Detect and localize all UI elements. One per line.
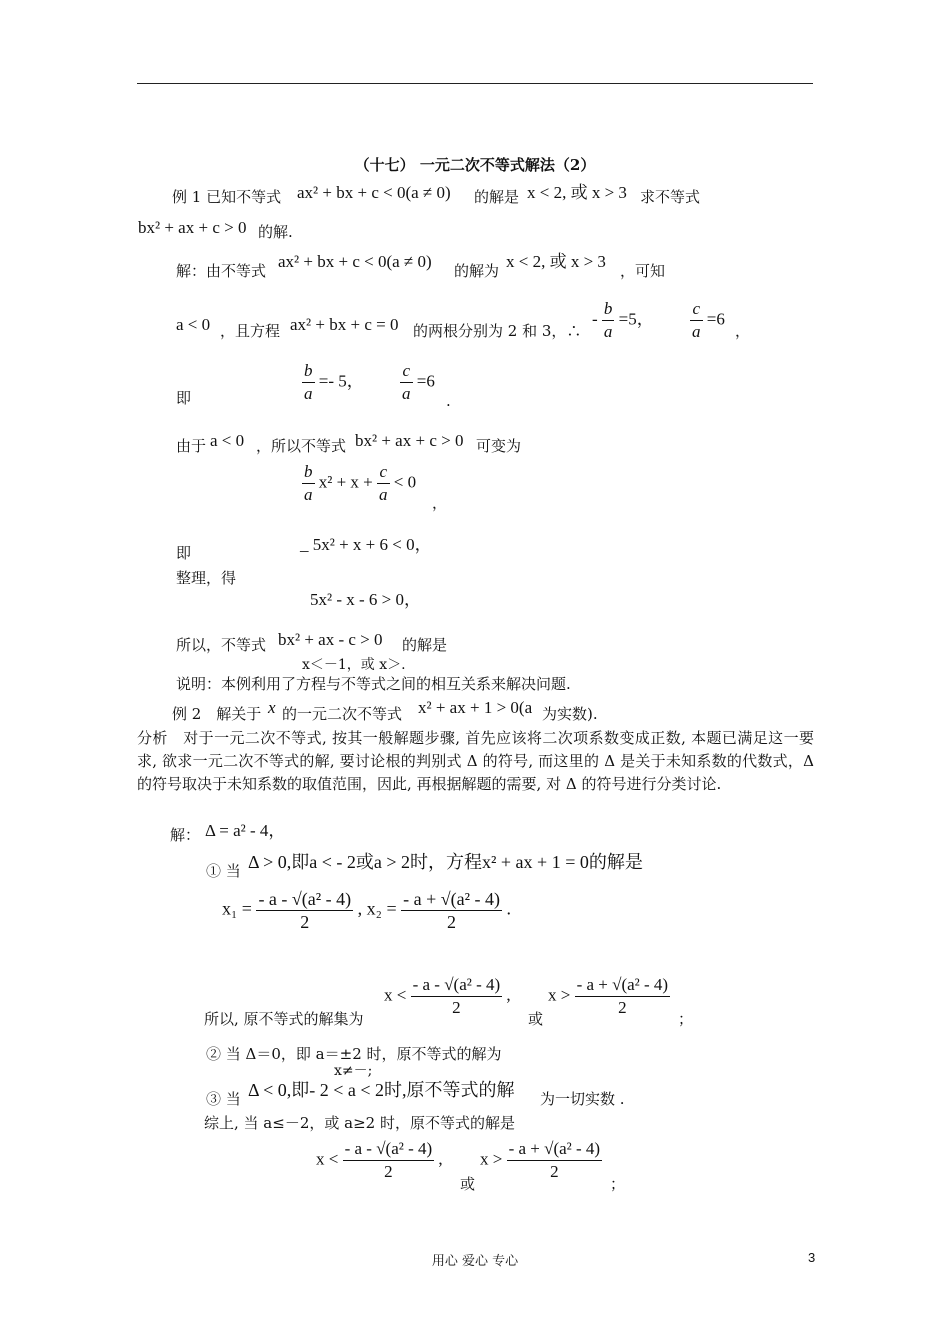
ex1-ask-end: 的解. [258,223,293,241]
case1-condition: Δ > 0,即a < - 2或a > 2时，方程x² + ax + 1 = 0的解是 [248,852,643,872]
huo-label-2: 或 [460,1175,476,1193]
fraction: $\frac{c}{a}$ [692,299,701,341]
frac-b-over-a [302,360,364,405]
page-footer: 用心 爱心 专心 [431,1254,519,1269]
you-yu: 由于 [176,437,207,455]
ex2-variable: x [268,698,276,717]
summary-lower: x < $\frac{\text{- a - √(a² - 4)}}{2}$ , [316,1139,443,1181]
ji-label: 即 [176,389,192,407]
a-negative-2: a < 0 [210,431,245,450]
root2-fraction: $\frac{\text{- a + √(a² - 4)}}{2}$ [403,889,500,932]
zhengli-label: 整理，得 [176,569,237,587]
period: . [446,392,451,410]
header-rule [137,83,813,84]
ex1-solution: x < 2, 或 x > 3 [527,183,627,202]
root1-fraction: $\frac{\text{- a - √(a² - 4)}}{2}$ [258,889,352,932]
sol1-equation: ax² + bx + c = 0 [290,315,399,334]
case2-text: ② 当 Δ＝0，即 a＝±2 时，原不等式的解为 [206,1045,502,1063]
rearranged-inequality: 5x² - x - 6 > 0， [310,590,422,609]
ex1-ask: 求不等式 [640,188,701,206]
suoyi-budengshi: ，所以不等式 [256,437,347,455]
ke-bian-wei: 可变为 [476,437,522,455]
sol1-roots-text: 的两根分别为 2 和 3，∴ [413,322,582,340]
solution-set-upper: x > $\frac{\text{- a + √(a² - 4)}}{2}$ [548,975,669,1017]
discriminant: Δ = a² - 4， [205,821,286,840]
huo-label: 或 [528,1010,544,1028]
sol1-transform-inequality: bx² + ax + c > 0 [355,431,464,450]
roots-formula: x₁ = $\frac{\text{- a - √(a² - 4)}}{2}$ , x₂ = $\frac{\text{- a + √(a² - 4)}}{2}$ . [222,889,511,932]
a-negative: a < 0 [176,315,211,334]
fraction: $\frac{b}{a}$ [304,361,313,403]
ji-label-2: 即 [176,544,192,562]
fraction: $\frac{c}{a}$ [402,361,411,403]
fraction-inequality: $\frac{b}{a}$ x² + x + $\frac{c}{a}$ < 0 [304,462,417,504]
ex2-end: 为实数). [542,705,598,723]
summary-text: 综上, 当 a≤－2，或 a≥2 时，原不等式的解是 [204,1114,515,1132]
fraction: $\frac{b}{a}$ [603,299,613,341]
page-title: （十七） 一元二次不等式解法（2） [354,156,596,174]
sol1-de-jie-wei: 的解为 [454,262,500,280]
sol1-condition: ax² + bx + c < 0(a ≠ 0) [278,252,432,271]
case3-label: ③ 当 [206,1090,241,1108]
sol1-qie-fangcheng: ，且方程 [220,322,281,340]
case1-label: ① 当 [206,862,241,880]
case2-solution: x≠－; [334,1063,373,1079]
semicolon: ； [678,1010,694,1028]
ex1-mid: 的解是 [474,188,520,206]
equals-five: =5， [618,309,654,329]
ex2-label: 例 2 解关于 [172,705,262,723]
summary-upper: x > $\frac{\text{- a + √(a² - 4)}}{2}$ [480,1139,601,1181]
ex2-inequality: x² + ax + 1 > 0(a [418,698,533,717]
case3-result: 为一切实数 . [540,1090,625,1108]
comma-2: ， [432,494,448,512]
comma: ， [735,322,751,340]
ex1-target-inequality: bx² + ax + c > 0 [138,218,247,237]
equals-neg-five: =- 5， [318,371,364,391]
ex2-mid: 的一元二次不等式 [282,705,403,723]
solution-set-label: 所以, 原不等式的解集为 [204,1010,364,1028]
sol1-ke-zhi: ，可知 [620,262,666,280]
suoyi-label: 所以，不等式 [176,636,267,654]
final-solution: x＜－1，或 x＞. [302,657,406,673]
frac-c-over-a-2 [400,360,435,405]
frac-c-over-a [690,298,725,343]
equals-six: =6 [416,371,435,391]
solution-set-lower: x < $\frac{\text{- a - √(a² - 4)}}{2}$ , [384,975,511,1017]
minus-sign: - [592,309,598,329]
case3-condition: Δ < 0,即- 2 < a < 2时,原不等式的解 [248,1080,515,1100]
page-number: 3 [808,1250,816,1265]
step-inequality: _ 5x² + x + 6 < 0， [300,535,432,554]
ex1-condition: ax² + bx + c < 0(a ≠ 0) [297,183,451,202]
equals-six: =6 [706,309,725,329]
sol1-solution: x < 2, 或 x > 3 [506,252,606,271]
frac-neg-b-over-a [592,298,654,343]
sol2-intro: 解： [170,826,201,844]
note-text: 说明：本例利用了方程与不等式之间的相互关系来解决问题. [176,675,571,693]
de-jie-shi: 的解是 [402,636,448,654]
final-target-inequality: bx² + ax - c > 0 [278,630,383,649]
ex1-label: 例 1 已知不等式 [172,188,282,206]
semicolon-2: ； [610,1175,626,1193]
sol1-intro: 解：由不等式 [176,262,267,280]
ex2-analysis: 分析 对于一元二次不等式, 按其一般解题步骤, 首先应该将二次项系数变成正数, 本题已满足这一要求, 欲求一元二次不等式的解, 要讨论根的判别式 Δ 的符号, 而这里的 Δ 是关于未知系数的代数式，Δ 的符号取决于未知系数的取值范围，因此, 再根据解题的需要, 对 Δ 的符号进行分类讨论. [137,729,814,793]
